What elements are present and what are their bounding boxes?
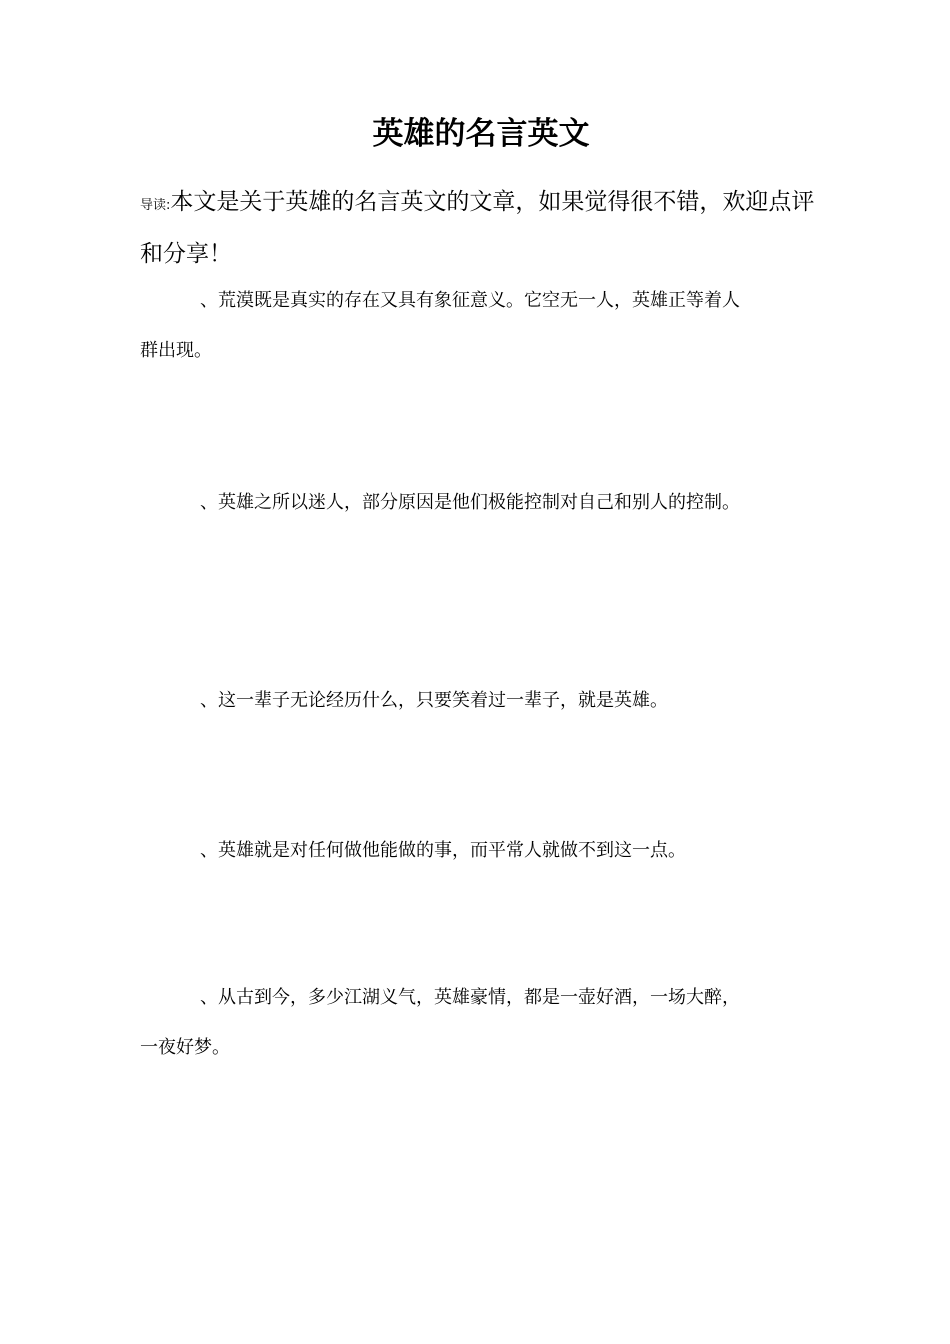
intro-paragraph	[140, 178, 830, 278]
quote-item: 、英雄就是对任何做他能做的事，而平常人就做不到这一点。	[200, 840, 686, 861]
intro-label: 导读:	[140, 198, 171, 213]
quote-item: 、从古到今，多少江湖义气，英雄豪情，都是一壶好酒，一场大醉，一夜好梦。	[140, 987, 740, 1058]
quote-item: 、英雄之所以迷人，部分原因是他们极能控制对自己和别人的控制。	[200, 492, 740, 513]
quote-item: 、这一辈子无论经历什么，只要笑着过一辈子，就是英雄。	[200, 690, 668, 711]
page-title: 英雄的名言英文	[372, 116, 590, 152]
quote-item: 、荒漠既是真实的存在又具有象征意义。它空无一人，英雄正等着人群出现。	[140, 290, 740, 361]
intro-text: 本文是关于英雄的名言英文的文章，如果觉得很不错，欢迎点评和分享！	[140, 189, 815, 267]
